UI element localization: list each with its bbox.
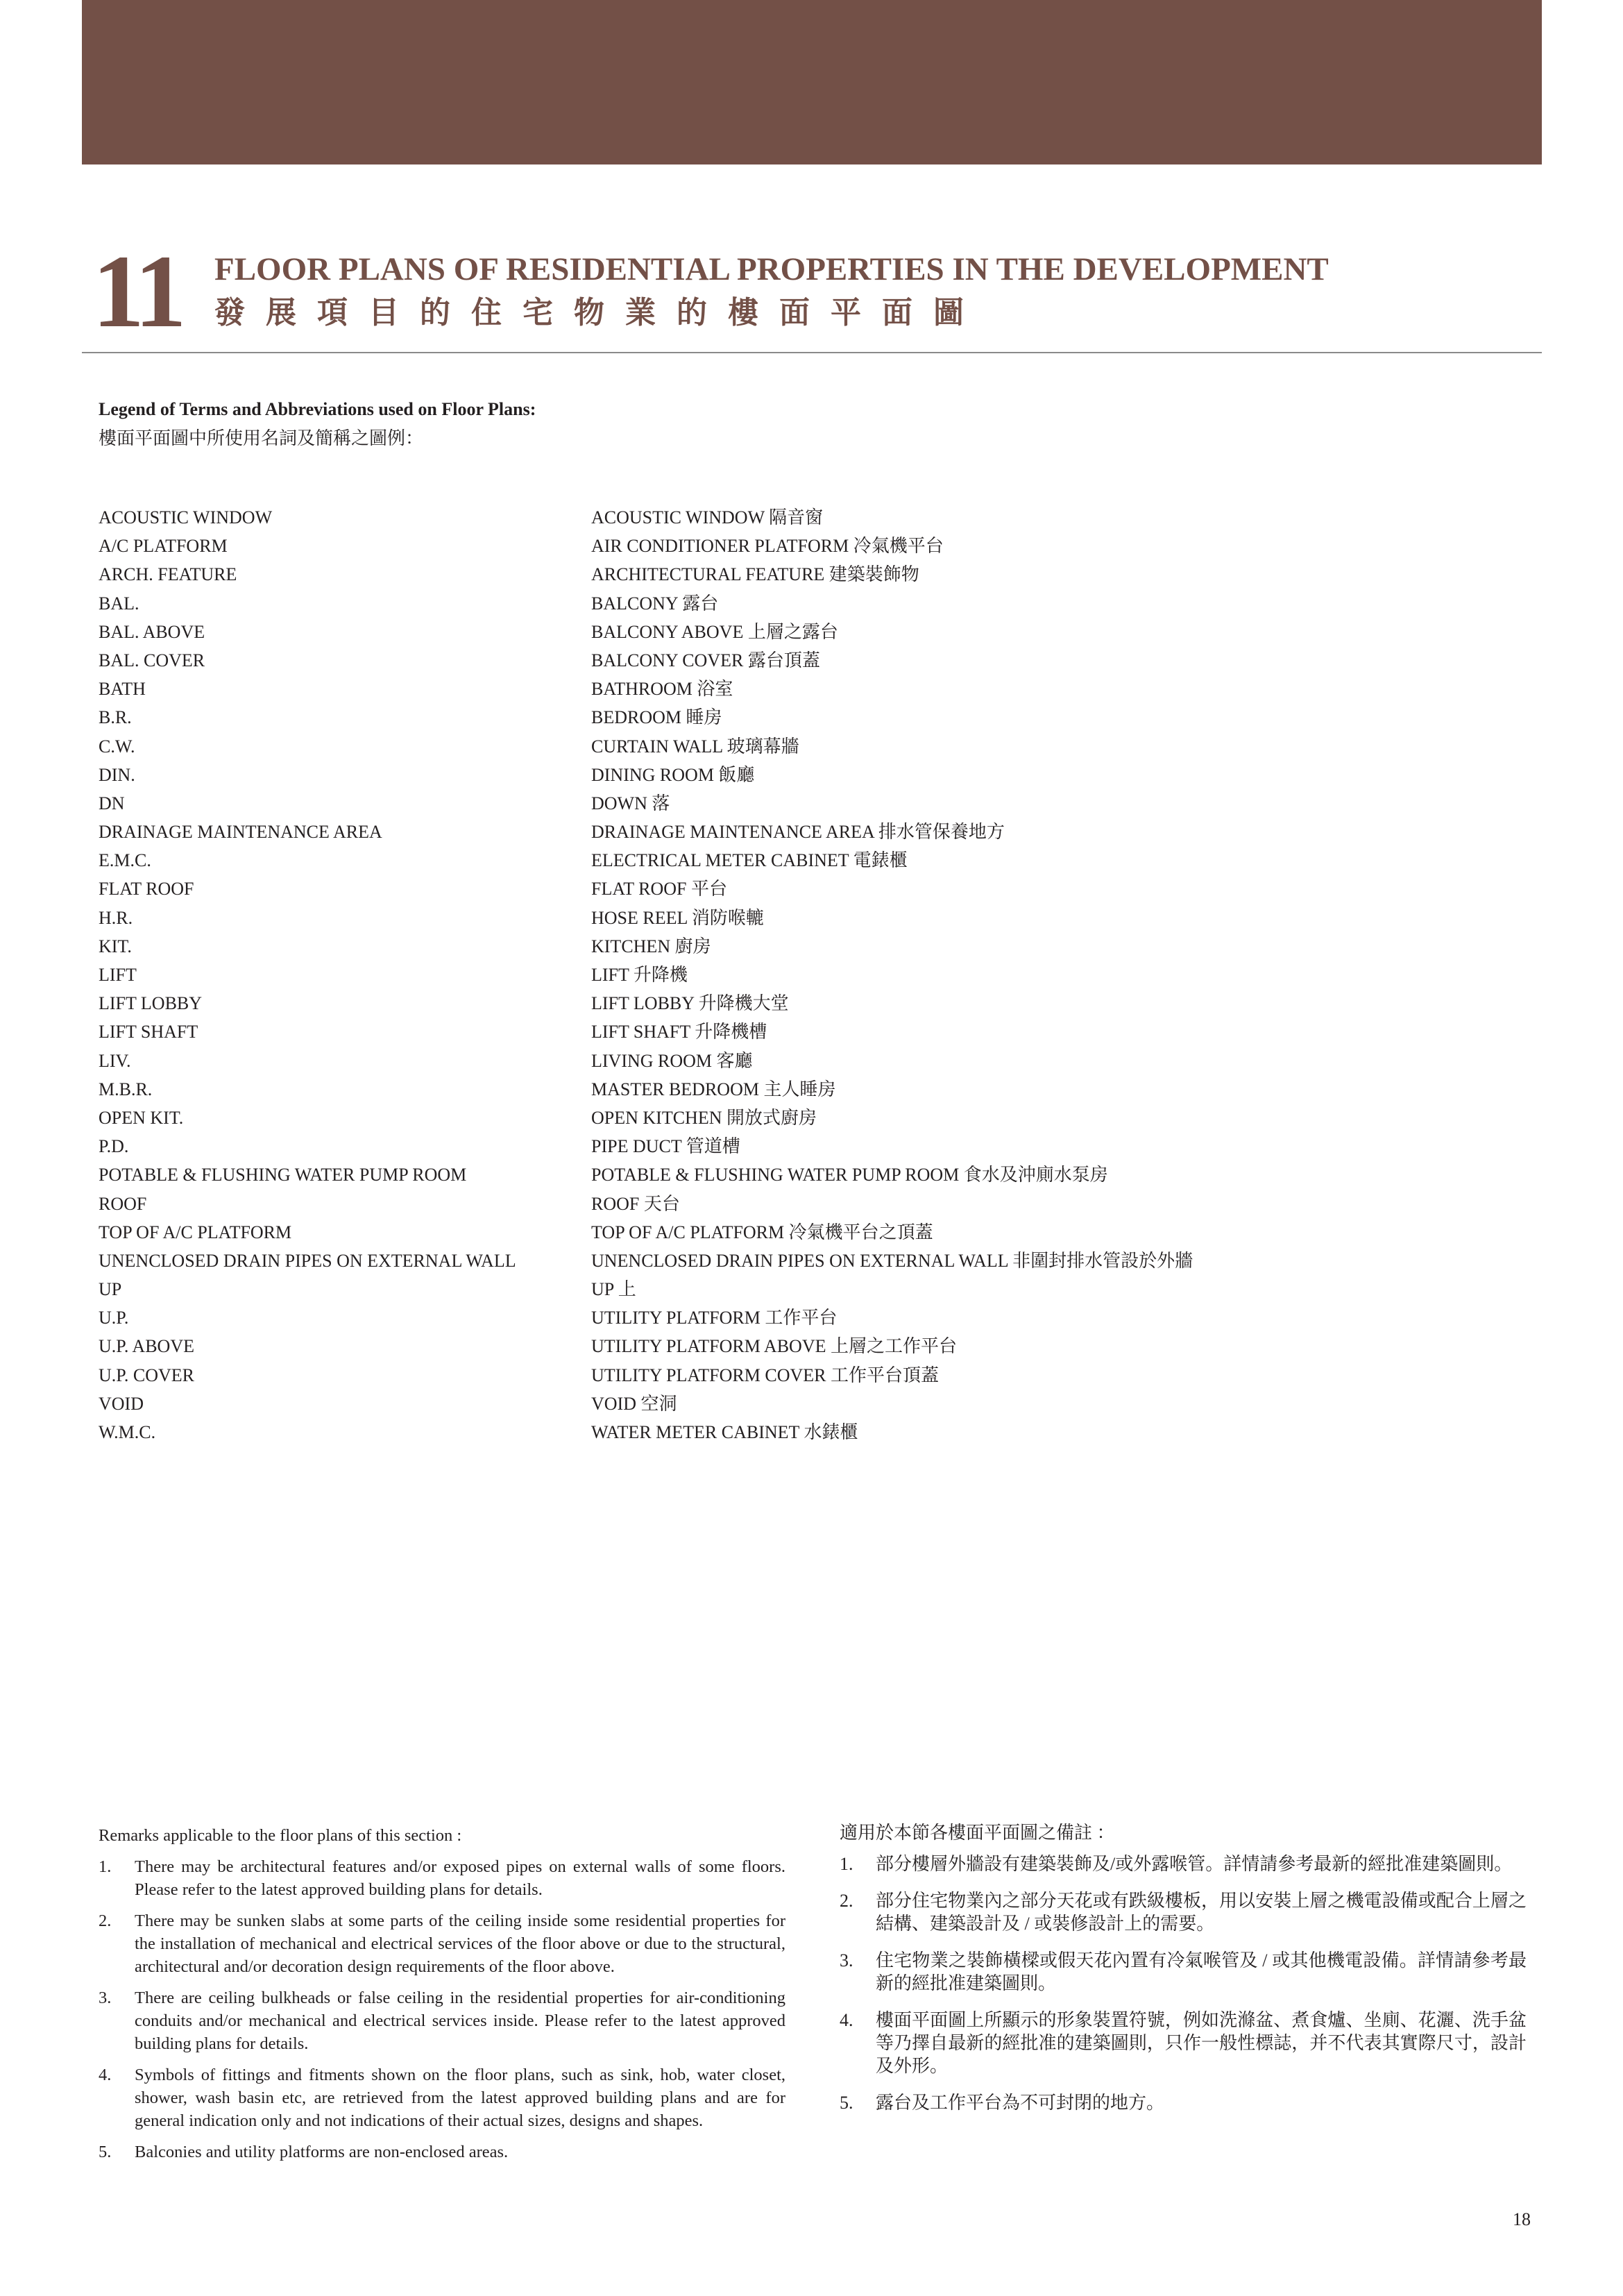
legend-table bbox=[99, 505, 1278, 1449]
legend-row bbox=[99, 1077, 1278, 1106]
legend-abbreviation: U.P. ABOVE bbox=[99, 1336, 194, 1357]
legend-definition: AIR CONDITIONER PLATFORM 冷氣機平台 bbox=[591, 536, 944, 557]
legend-abbreviation: KIT. bbox=[99, 936, 132, 956]
remark-item bbox=[840, 1852, 1527, 1875]
remark-item bbox=[99, 1986, 785, 2055]
legend-definition: UTILITY PLATFORM 工作平台 bbox=[591, 1308, 838, 1328]
legend-abbreviation: BAL. bbox=[99, 593, 139, 614]
legend-definition: ACOUSTIC WINDOW 隔音窗 bbox=[591, 507, 824, 527]
remarks-en-list bbox=[99, 1855, 785, 2163]
legend-abbreviation: VOID bbox=[99, 1393, 144, 1414]
legend-abbreviation: ACOUSTIC WINDOW bbox=[99, 507, 273, 527]
legend-abbreviation: P.D. bbox=[99, 1136, 129, 1157]
legend-definition: UTILITY PLATFORM ABOVE 上層之工作平台 bbox=[591, 1336, 957, 1357]
remark-number: 2. bbox=[99, 1911, 112, 1930]
legend-heading-en: Legend of Terms and Abbreviations used on Floor Plans: bbox=[99, 399, 536, 419]
legend-abbreviation: ARCH. FEATURE bbox=[99, 564, 237, 585]
legend-row bbox=[99, 1220, 1278, 1249]
legend-definition: OPEN KITCHEN 開放式廚房 bbox=[591, 1107, 817, 1128]
legend-definition: ELECTRICAL METER CABINET 電錶櫃 bbox=[591, 850, 908, 871]
legend-abbreviation: H.R. bbox=[99, 907, 133, 928]
legend-abbreviation: C.W. bbox=[99, 736, 135, 757]
legend-definition: UP 上 bbox=[591, 1279, 636, 1300]
remark-text: There are ceiling bulkheads or false ceiling in the residential properties for air-conditioning conduits and/or mechanical and electrical services inside. Please refer to the latest approved building plans for details. bbox=[135, 1989, 785, 2053]
legend-abbreviation: W.M.C. bbox=[99, 1422, 156, 1442]
legend-definition: LIFT LOBBY 升降機大堂 bbox=[591, 993, 789, 1014]
legend-row bbox=[99, 1363, 1278, 1392]
legend-abbreviation: DN bbox=[99, 793, 125, 813]
remark-item bbox=[840, 1949, 1527, 1995]
legend-row bbox=[99, 848, 1278, 877]
header-band bbox=[82, 0, 1542, 164]
remarks-en bbox=[99, 1824, 785, 2172]
legend-definition: DINING ROOM 飯廳 bbox=[591, 764, 755, 785]
legend-row bbox=[99, 562, 1278, 591]
legend-abbreviation: A/C PLATFORM bbox=[99, 536, 228, 557]
section-title-zh: 發展項目的住宅物業的樓面平面圖 bbox=[214, 296, 985, 330]
legend-row bbox=[99, 1134, 1278, 1163]
legend-row bbox=[99, 1192, 1278, 1220]
remark-number: 2. bbox=[840, 1891, 853, 1911]
legend-row bbox=[99, 820, 1278, 848]
remark-item bbox=[99, 1855, 785, 1901]
legend-definition: PIPE DUCT 管道槽 bbox=[591, 1136, 740, 1157]
remark-text: 部分住宅物業內之部分天花或有跌級樓板，用以安裝上層之機電設備或配合上層之結構、建築設計及 / 或裝修設計上的需要。 bbox=[876, 1891, 1527, 1934]
remark-text: Balconies and utility platforms are non-enclosed areas. bbox=[135, 2143, 509, 2161]
legend-row bbox=[99, 1334, 1278, 1362]
legend-abbreviation: UP bbox=[99, 1279, 122, 1300]
legend-definition: BALCONY COVER 露台頂蓋 bbox=[591, 650, 820, 670]
remark-text: There may be architectural features and/or exposed pipes on external walls of some floors. Please refer to the latest approved building plans for details. bbox=[135, 1857, 785, 1899]
legend-row bbox=[99, 1163, 1278, 1191]
legend-row bbox=[99, 1020, 1278, 1048]
remark-text: 樓面平面圖上所顯示的形象裝置符號，例如洗滌盆、煮食爐、坐廁、花灑、洗手盆等乃擇自最新的經批准的建築圖則，只作一般性標誌，并不代表其實際尺寸，設計及外形。 bbox=[876, 2010, 1527, 2076]
remark-text: Symbols of fittings and fitments shown on the floor plans, such as sink, hob, water closet, shower, wash basin etc, are retrieved from the latest approved building plans and are for general indication only and not indications of their actual sizes, designs and shapes. bbox=[135, 2066, 785, 2130]
legend-row bbox=[99, 505, 1278, 534]
page-number: 18 bbox=[1513, 2209, 1531, 2229]
legend-row bbox=[99, 1306, 1278, 1334]
legend-abbreviation: LIFT bbox=[99, 965, 137, 985]
legend-row bbox=[99, 620, 1278, 648]
remark-number: 3. bbox=[840, 1950, 853, 1970]
remark-number: 5. bbox=[99, 2143, 112, 2161]
legend-row bbox=[99, 763, 1278, 791]
legend-abbreviation: B.R. bbox=[99, 707, 132, 728]
legend-abbreviation: BAL. COVER bbox=[99, 650, 205, 670]
legend-row bbox=[99, 991, 1278, 1020]
legend-row bbox=[99, 1277, 1278, 1306]
legend-row bbox=[99, 591, 1278, 620]
remarks-zh bbox=[840, 1821, 1527, 2128]
legend-definition: CURTAIN WALL 玻璃幕牆 bbox=[591, 736, 799, 757]
legend-row bbox=[99, 934, 1278, 963]
remark-text: 部分樓層外牆設有建築裝飾及/或外露喉管。詳情請參考最新的經批准建築圖則。 bbox=[876, 1854, 1513, 1874]
legend-abbreviation: ROOF bbox=[99, 1193, 147, 1214]
legend-definition: BATHROOM 浴室 bbox=[591, 679, 733, 700]
legend-abbreviation: POTABLE & FLUSHING WATER PUMP ROOM bbox=[99, 1165, 467, 1185]
legend-abbreviation: E.M.C. bbox=[99, 850, 151, 871]
legend-definition: FLAT ROOF 平台 bbox=[591, 879, 728, 900]
remark-number: 4. bbox=[99, 2066, 112, 2084]
legend-definition: BALCONY ABOVE 上層之露台 bbox=[591, 621, 838, 642]
legend-definition: KITCHEN 廚房 bbox=[591, 936, 711, 956]
remark-item bbox=[840, 2009, 1527, 2077]
remarks-zh-title: 適用於本節各樓面平面圖之備註 ： bbox=[840, 1823, 1115, 1843]
title-divider bbox=[82, 352, 1542, 353]
legend-definition: LIVING ROOM 客廳 bbox=[591, 1050, 753, 1071]
legend-definition: UTILITY PLATFORM COVER 工作平台頂蓋 bbox=[591, 1365, 939, 1385]
legend-definition: MASTER BEDROOM 主人睡房 bbox=[591, 1079, 836, 1099]
section-number: 11 bbox=[92, 234, 182, 349]
legend-definition: LIFT 升降機 bbox=[591, 965, 688, 985]
legend-row bbox=[99, 1420, 1278, 1449]
legend-row bbox=[99, 963, 1278, 991]
legend-abbreviation: U.P. COVER bbox=[99, 1365, 194, 1385]
legend-definition: BALCONY 露台 bbox=[591, 593, 719, 614]
legend-row bbox=[99, 677, 1278, 705]
remark-text: 住宅物業之裝飾橫樑或假天花內置有冷氣喉管及 / 或其他機電設備。詳情請參考最新的經批准建築圖則。 bbox=[876, 1950, 1527, 1993]
legend-definition: VOID 空洞 bbox=[591, 1393, 677, 1414]
legend-definition: DRAINAGE MAINTENANCE AREA 排水管保養地方 bbox=[591, 822, 1005, 843]
section-title-en: FLOOR PLANS OF RESIDENTIAL PROPERTIES IN THE DEVELOPMENT bbox=[214, 251, 1329, 287]
legend-row bbox=[99, 791, 1278, 820]
legend-definition: ROOF 天台 bbox=[591, 1193, 680, 1214]
remark-number: 4. bbox=[840, 2010, 853, 2030]
legend-abbreviation: U.P. bbox=[99, 1308, 129, 1328]
legend-row bbox=[99, 1049, 1278, 1077]
legend-definition: POTABLE & FLUSHING WATER PUMP ROOM 食水及沖廁水泵房 bbox=[591, 1165, 1108, 1185]
remarks-zh-list bbox=[840, 1852, 1527, 2114]
legend-definition: DOWN 落 bbox=[591, 793, 670, 813]
remark-item bbox=[840, 2091, 1527, 2114]
legend-abbreviation: FLAT ROOF bbox=[99, 879, 194, 900]
legend-abbreviation: DIN. bbox=[99, 764, 135, 785]
legend-row bbox=[99, 734, 1278, 763]
legend-definition: ARCHITECTURAL FEATURE 建築裝飾物 bbox=[591, 564, 919, 585]
legend-abbreviation: BAL. ABOVE bbox=[99, 621, 205, 642]
legend-row bbox=[99, 1392, 1278, 1420]
remark-item bbox=[840, 1889, 1527, 1935]
legend-definition: HOSE REEL 消防喉轆 bbox=[591, 907, 764, 928]
legend-heading-zh: 樓面平面圖中所使用名詞及簡稱之圖例： bbox=[99, 428, 424, 448]
remark-text: 露台及工作平台為不可封閉的地方。 bbox=[876, 2093, 1165, 2113]
legend-abbreviation: M.B.R. bbox=[99, 1079, 153, 1099]
legend-row bbox=[99, 705, 1278, 734]
remarks-en-title: Remarks applicable to the floor plans of this section : bbox=[99, 1826, 462, 1845]
legend-definition: TOP OF A/C PLATFORM 冷氣機平台之頂蓋 bbox=[591, 1222, 933, 1242]
legend-abbreviation: LIFT LOBBY bbox=[99, 993, 203, 1014]
legend-row bbox=[99, 534, 1278, 562]
legend-definition: UNENCLOSED DRAIN PIPES ON EXTERNAL WALL 非圍封排水管設於外牆 bbox=[591, 1250, 1193, 1271]
legend-abbreviation: BATH bbox=[99, 679, 146, 700]
legend-row bbox=[99, 1106, 1278, 1134]
legend-abbreviation: LIV. bbox=[99, 1050, 131, 1071]
legend-definition: LIFT SHAFT 升降機槽 bbox=[591, 1022, 767, 1043]
legend-row bbox=[99, 877, 1278, 905]
legend-row bbox=[99, 648, 1278, 677]
legend-abbreviation: LIFT SHAFT bbox=[99, 1022, 198, 1043]
legend-definition: BEDROOM 睡房 bbox=[591, 707, 722, 728]
remark-number: 1. bbox=[99, 1857, 112, 1876]
remark-number: 1. bbox=[840, 1854, 853, 1874]
legend-abbreviation: OPEN KIT. bbox=[99, 1107, 184, 1128]
legend-row bbox=[99, 906, 1278, 934]
remark-item bbox=[99, 2063, 785, 2132]
remark-item bbox=[99, 2141, 785, 2163]
remark-number: 5. bbox=[840, 2093, 853, 2113]
remark-item bbox=[99, 1909, 785, 1978]
remark-text: There may be sunken slabs at some parts of the ceiling inside some residential properties for the installation of mechanical and electrical services of the floor above or due to the structural, architectural and/or decoration design requirements of the floor above. bbox=[135, 1911, 785, 1976]
legend-abbreviation: DRAINAGE MAINTENANCE AREA bbox=[99, 822, 382, 843]
legend-row bbox=[99, 1249, 1278, 1277]
remark-number: 3. bbox=[99, 1989, 112, 2007]
legend-abbreviation: UNENCLOSED DRAIN PIPES ON EXTERNAL WALL bbox=[99, 1250, 516, 1271]
legend-definition: WATER METER CABINET 水錶櫃 bbox=[591, 1422, 858, 1442]
legend-abbreviation: TOP OF A/C PLATFORM bbox=[99, 1222, 292, 1242]
